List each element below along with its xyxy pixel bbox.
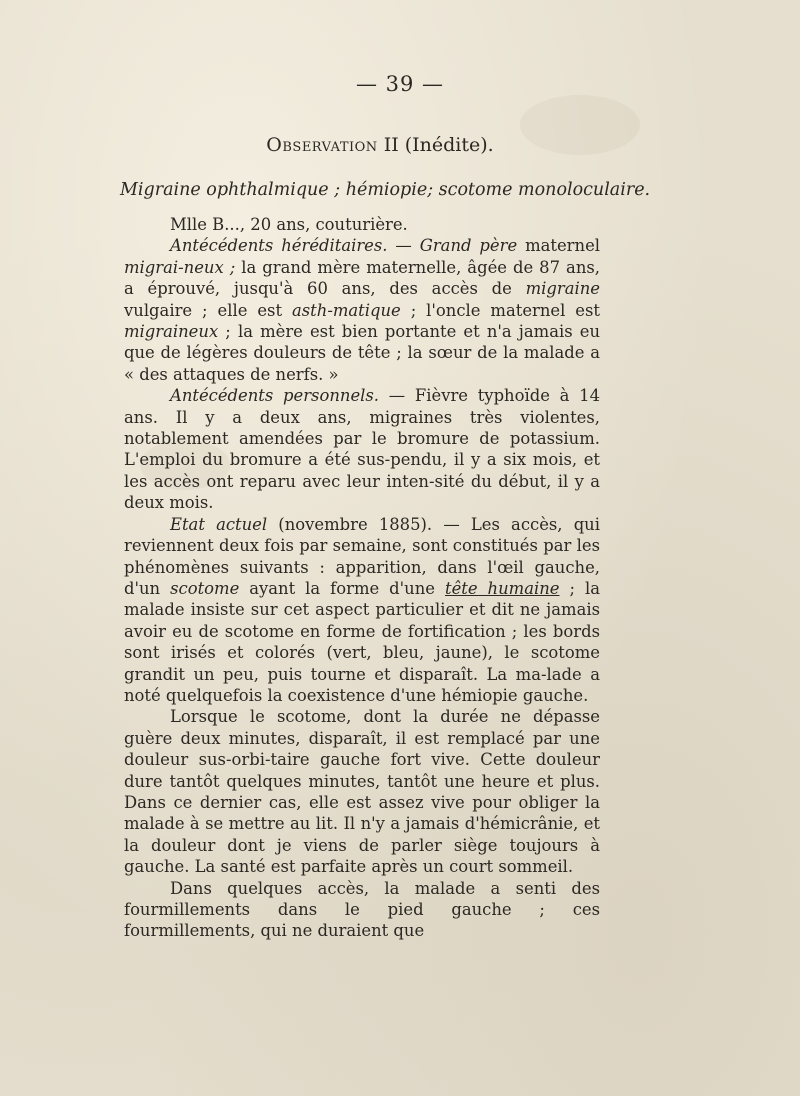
paragraph-hereditary: Antécédents héréditaires. — Grand père maternel migrai-neux ; la grand mère maternelle, âgée de 87 ans, a éprouvé, jusqu'à 60 ans, des accès de migraine vulgaire ; elle est asth-matique ; l'oncle maternel est migraineux ; la mère est bien portante et n'a jamais eu que de légères douleurs de tête ; la sœur de la malade a « des attaques de nerfs. »	[124, 236, 601, 384]
section-label-hereditary: Antécédents héréditaires.	[170, 236, 388, 256]
section-label-personal: Antécédents personnels.	[170, 386, 380, 406]
body-text	[124, 214, 600, 942]
paragraph-personal: Antécédents personnels. — Fièvre typhoïde à 14 ans. Il y a deux ans, migraines très violentes, notablement amendées par le bromure de potassium. L'emploi du bromure a été sus-pendu, il y a six mois, et les accès ont reparu avec leur inten-sité du début, il y a deux mois.	[124, 386, 600, 513]
paragraph-patient: Mlle B..., 20 ans, couturière.	[170, 215, 408, 234]
paragraph-scotome-duration: Lorsque le scotome, dont la durée ne dépasse guère deux minutes, disparaît, il est remplacé par une douleur sus-orbi-taire gauche fort vive. Cette douleur dure tantôt quelques minutes, tantôt une heure et plus. Dans ce dernier cas, elle est assez vive pour obliger la malade à se mettre au lit. Il n'y a jamais d'hémicrânie, et la douleur dont je viens de parler siège toujours à gauche. La santé est parfaite après un court sommeil.	[124, 707, 600, 877]
section-label-current: Etat actuel	[170, 514, 268, 534]
observation-subtitle: Migraine ophthalmique ; hémiopie; scotome monoloculaire.	[120, 180, 651, 200]
paragraph-fourmillements: Dans quelques accès, la malade a senti des fourmillements dans le pied gauche ; ces fourmillements, qui ne duraient que	[124, 878, 600, 941]
observation-number: II (Inédite).	[377, 134, 494, 156]
observation-label: Observation	[266, 134, 378, 156]
paragraph-current-state: Etat actuel (novembre 1885). — Les accès, qui reviennent deux fois par semaine, sont constitués par les phénomènes suivants : apparition, dans l'œil gauche, d'un scotome ayant la forme d'une tête humaine ; la malade insiste sur cet aspect particulier et dit ne jamais avoir eu de scotome en forme de fortification ; les bords sont irisés et colorés (vert, bleu, jaune), le scotome grandit un peu, puis tourne et disparaît. La ma-lade a noté quelquefois la coexistence d'une hémiopie gauche.	[124, 514, 600, 705]
page-number: — 39 —	[355, 72, 445, 96]
observation-title	[0, 134, 760, 156]
